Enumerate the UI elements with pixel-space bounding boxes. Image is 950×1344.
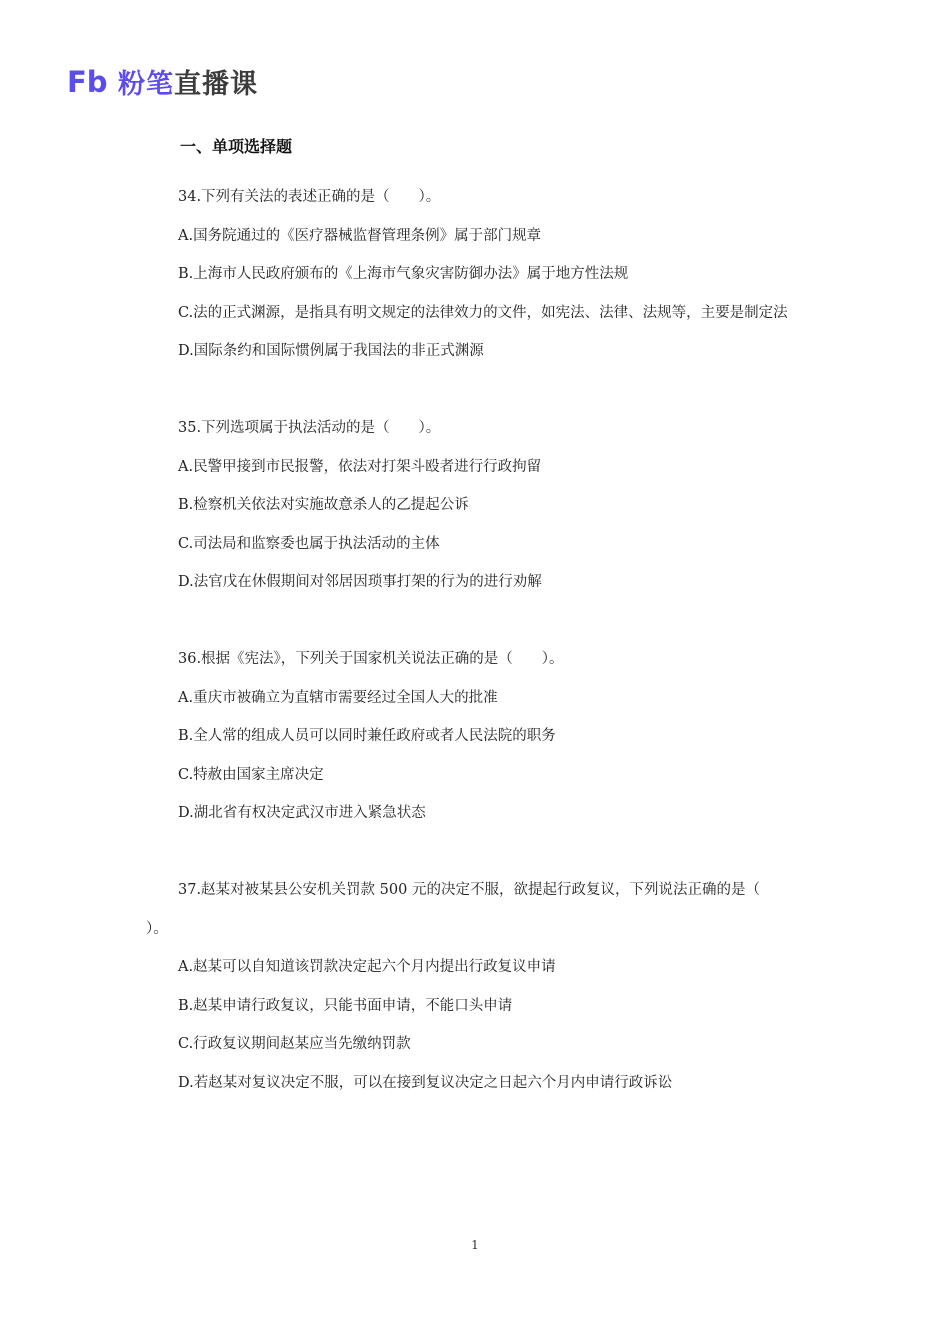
fb-logo-icon [66, 64, 112, 98]
question-stem: 37.赵某对被某县公安机关罚款 500 元的决定不服，欲提起行政复议，下列说法正确的是（ ）。 [146, 881, 789, 937]
option-b: B.全人常的组成人员可以同时兼任政府或者人民法院的职务 [178, 728, 556, 745]
logo-suffix: 直播课 [174, 68, 258, 100]
option-d: D.若赵某对复议决定不服，可以在接到复议决定之日起六个月内申请行政诉讼 [178, 1074, 673, 1091]
option-d: D.法官戊在休假期间对邻居因琐事打架的行为的进行劝解 [178, 574, 542, 591]
option-b: B.上海市人民政府颁布的《上海市气象灾害防御办法》属于地方性法规 [178, 266, 629, 283]
option-d: D.湖北省有权决定武汉市进入紧急状态 [178, 805, 426, 822]
question-36 [146, 640, 810, 833]
logo-mark-letters: Fb [67, 65, 108, 98]
logo-brand: 粉笔 [118, 68, 174, 100]
option-a: A.赵某可以自知道该罚款决定起六个月内提出行政复议申请 [178, 959, 556, 976]
option-d: D.国际条约和国际惯例属于我国法的非正式渊源 [178, 343, 484, 360]
question-stem: 36.根据《宪法》，下列关于国家机关说法正确的是（ ）。 [178, 650, 564, 667]
question-list [146, 178, 810, 1140]
question-37 [146, 871, 810, 1103]
option-a: A.国务院通过的《医疗器械监督管理条例》属于部门规章 [178, 227, 542, 244]
question-stem: 35.下列选项属于执法活动的是（ ）。 [178, 419, 441, 436]
option-c: C.司法局和监察委也属于执法活动的主体 [178, 535, 440, 552]
question-35 [146, 409, 810, 602]
section-title: 一、单项选择题 [180, 137, 293, 156]
option-c: C.行政复议期间赵某应当先缴纳罚款 [178, 1036, 411, 1053]
option-c: C.特赦由国家主席决定 [178, 766, 324, 783]
brand-logo [66, 62, 258, 100]
question-34 [146, 178, 810, 371]
option-b: B.检察机关依法对实施故意杀人的乙提起公诉 [178, 497, 469, 514]
option-b: B.赵某申请行政复议，只能书面申请，不能口头申请 [178, 997, 513, 1014]
logo-text [118, 62, 258, 101]
page-number: 1 [471, 1238, 479, 1252]
option-a: A.重庆市被确立为直辖市需要经过全国人大的批准 [178, 689, 498, 706]
option-a: A.民警甲接到市民报警，依法对打架斗殴者进行行政拘留 [178, 458, 542, 475]
option-c: C.法的正式渊源，是指具有明文规定的法律效力的文件，如宪法、法律、法规等，主要是制定法 [178, 304, 788, 321]
question-stem: 34.下列有关法的表述正确的是（ ）。 [178, 189, 441, 205]
